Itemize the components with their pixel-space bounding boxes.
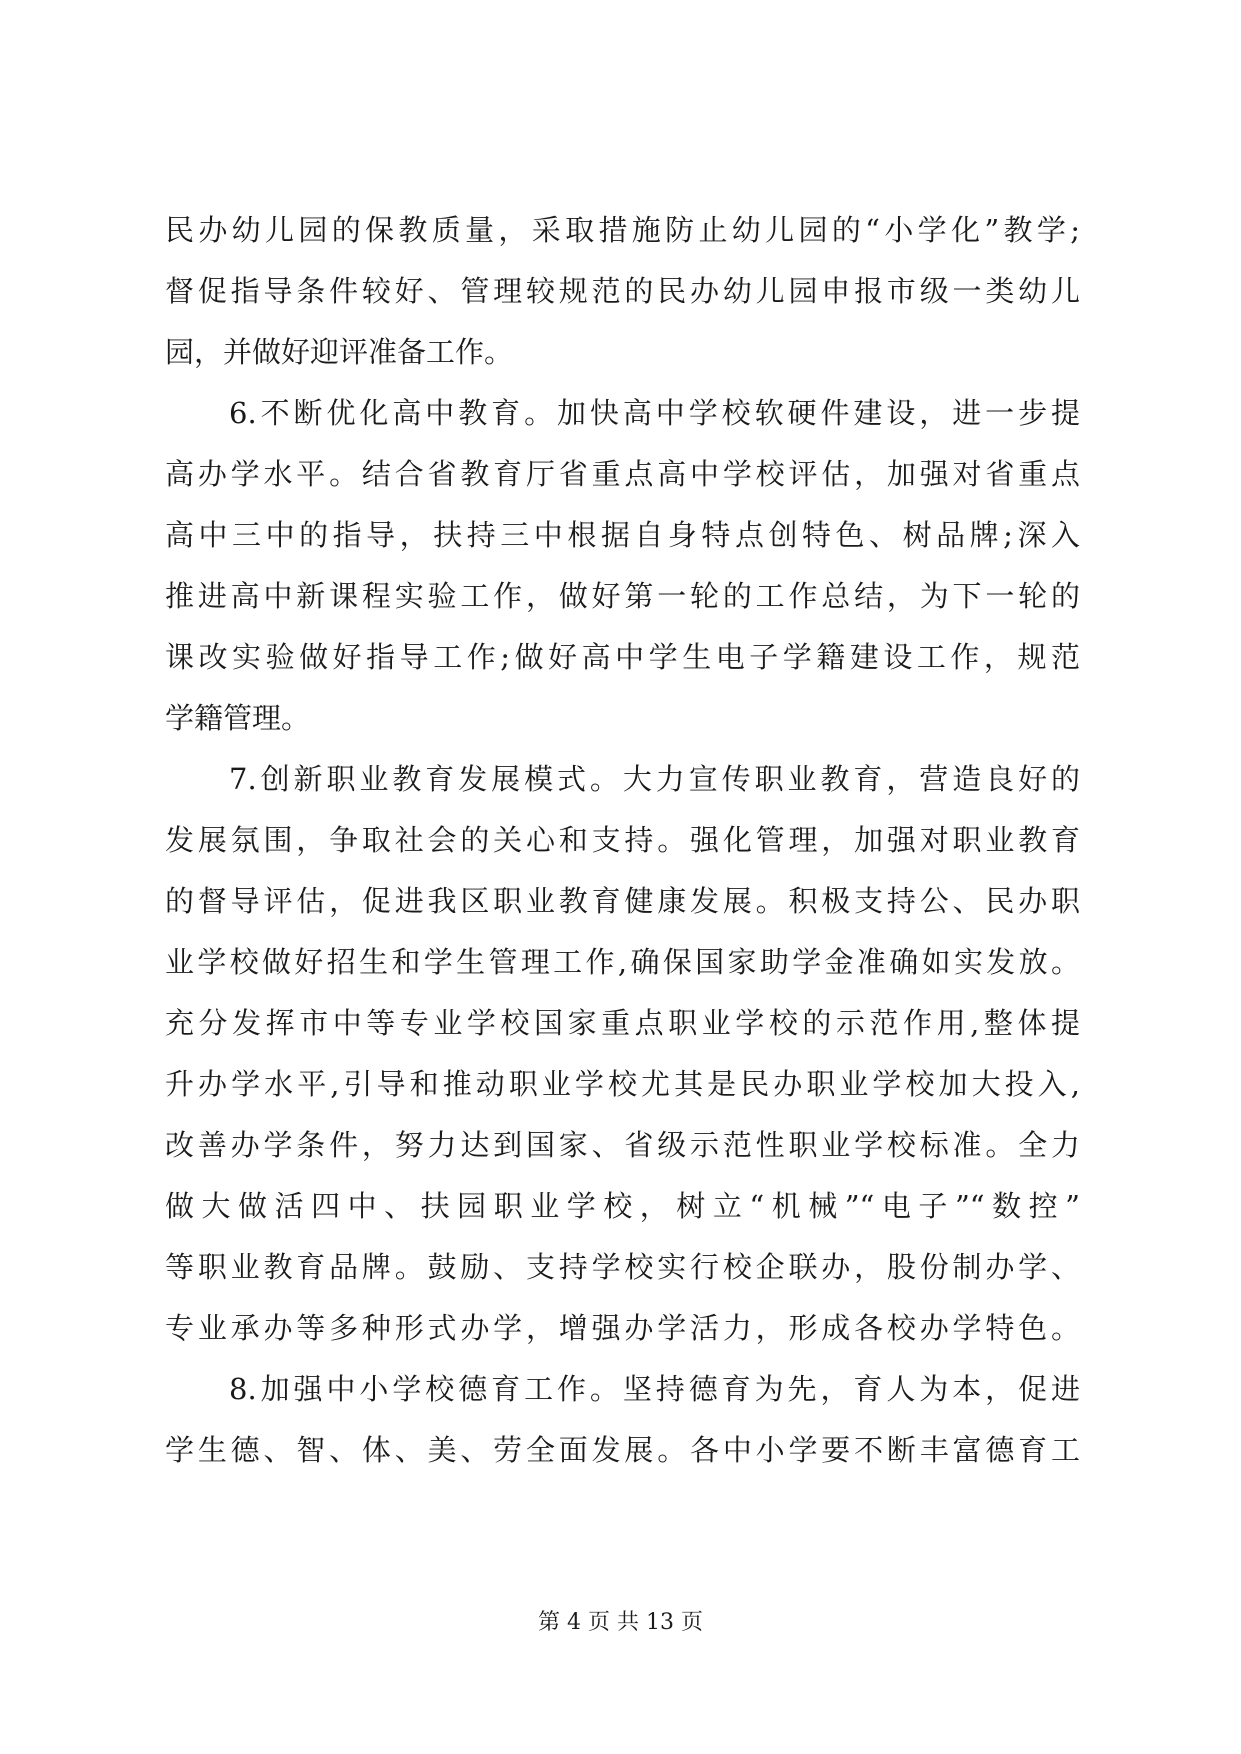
text-line: 改善办学条件，努力达到国家、省级示范性职业学校标准。全力 <box>165 1128 1080 1162</box>
text-line: 等职业教育品牌。鼓励、支持学校实行校企联办，股份制办学、 <box>165 1250 1080 1284</box>
text-line: 专业承办等多种形式办学，增强办学活力，形成各校办学特色。 <box>165 1311 1080 1345</box>
text-line: 民办幼儿园的保教质量，采取措施防止幼儿园的“小学化”教学; <box>165 213 1080 247</box>
text-line: 推进高中新课程实验工作，做好第一轮的工作总结，为下一轮的 <box>165 579 1080 613</box>
text-line: 做大做活四中、扶园职业学校，树立“机械”“电子”“数控” <box>165 1189 1080 1223</box>
text-line: 课改实验做好指导工作;做好高中学生电子学籍建设工作，规范 <box>165 640 1080 674</box>
paragraph-6-start: 6.不断优化高中教育。加快高中学校软硬件建设，进一步提 <box>229 396 1080 430</box>
document-body <box>165 200 1080 1481</box>
text-line: 发展氛围，争取社会的关心和支持。强化管理，加强对职业教育 <box>165 823 1080 857</box>
text-line: 充分发挥市中等专业学校国家重点职业学校的示范作用,整体提 <box>165 1006 1080 1040</box>
text-line: 高办学水平。结合省教育厅省重点高中学校评估，加强对省重点 <box>165 457 1080 491</box>
page-number-footer: 第 4 页 共 13 页 <box>538 1610 703 1635</box>
paragraph-8-start: 8.加强中小学校德育工作。坚持德育为先，育人为本，促进 <box>229 1372 1080 1406</box>
text-line: 的督导评估，促进我区职业教育健康发展。积极支持公、民办职 <box>165 884 1080 918</box>
text-line: 升办学水平,引导和推动职业学校尤其是民办职业学校加大投入, <box>165 1067 1080 1101</box>
text-line: 园，并做好迎评准备工作。 <box>165 335 514 369</box>
text-line: 高中三中的指导，扶持三中根据自身特点创特色、树品牌;深入 <box>165 518 1080 552</box>
text-line: 学生德、智、体、美、劳全面发展。各中小学要不断丰富德育工 <box>165 1433 1080 1467</box>
text-line: 督促指导条件较好、管理较规范的民办幼儿园申报市级一类幼儿 <box>165 274 1080 308</box>
text-line: 学籍管理。 <box>165 701 311 735</box>
paragraph-7-start: 7.创新职业教育发展模式。大力宣传职业教育，营造良好的 <box>229 762 1080 796</box>
text-line: 业学校做好招生和学生管理工作,确保国家助学金准确如实发放。 <box>165 945 1080 979</box>
